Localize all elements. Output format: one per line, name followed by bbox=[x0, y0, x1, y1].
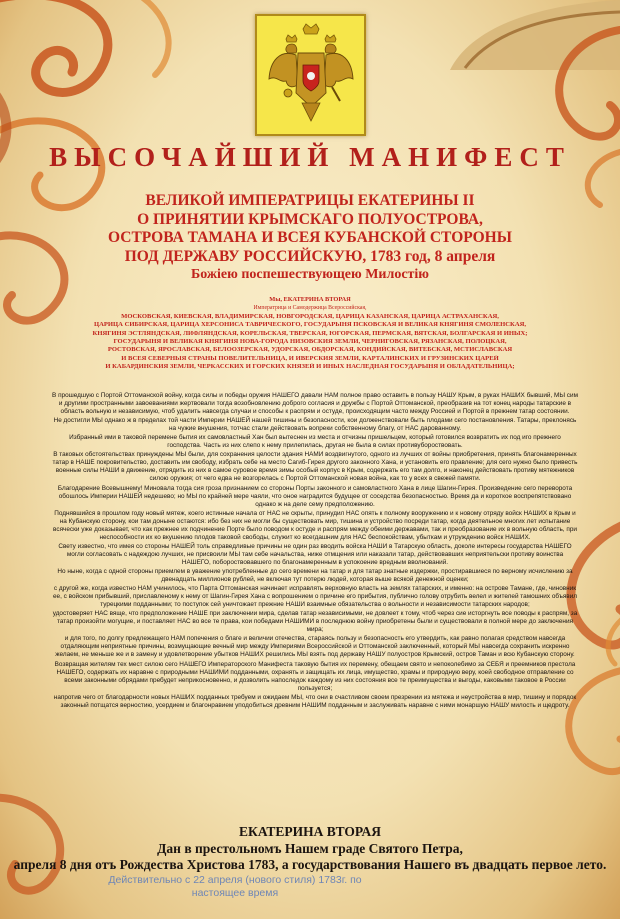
body-paragraph: Свету известно, что имея со стороны НАШЕЙ толь справедливые причины не один раз вводить войска НАШИ в Татарскую область, доколе интересы государства НАШЕГО могли согласовать с надеждою лучших, не присвоили МЫ там себе начальства, ниже отмщения или наказали татар, действовавших неприятельски противу воинства НАШЕГО, побороствовавшего по благонамеренным в успокоение вредным вволнований. bbox=[58, 542, 572, 566]
manifesto-body bbox=[52, 392, 578, 711]
body-paragraph: В таковых обстоятельствах принуждены МЫ были, для сохранения целости здания НАМИ воздвигнутого, одного из лучших от войны приобретения, принять благонамеренных татар в НАШЕ покровительство, доставить им свободу, избрать себе на место Сагиб-Гирея другого законного Хана, и установить его правление; для сего нужно было привесть военные силы НАШИ в движение, отрядить из них в самое суровое время зимы особый корпус в Крым, содержать его там долго, и наконец действовать противу мятежников силою оружия; от чего едва не возгорелась с Портой Оттоманской новая война, как то у всех в свежей памяти. bbox=[52, 451, 578, 483]
titles-line: Императрица и Самодержица Всероссийская, bbox=[253, 305, 367, 312]
body-paragraph: Избранный ими в таковой перемене бытия их самовластный Хан был вытеснен из места и отчизны пришельцем, который готовился возвратить их под иго прежнего господства. Часть из них слепо к нему прилепилась, другая не была в силах противубороствовать. bbox=[69, 434, 561, 450]
body-paragraph: с другой же, когда известно НАМ учинилось, что Парта Оттоманская начинает исправлять верховную власть на землях татарских, и именно: на острове Тамане, где, чиновник ее, с войском прибывший, приславленому к нему от Шагин-Гирея Хана с вопрошением о причине его прибытия, публично голову отрубить велел и жителей тамошних объявил турецкими подданными; то поступок сей уничтожает прежние НАШИ взаимные обязательства о вольности и независимости татарских народов; bbox=[53, 585, 577, 609]
subtitle-line: О ПРИНЯТИИ КРЫМСКАГО ПОЛУОСТРОВА, bbox=[137, 210, 483, 228]
body-paragraph: удостоверяет НАС вяще, что предположение НАШЕ при заключении мира, сделав татар независимыми, не довлеет к тому, чтоб через сие исторгнуть все поводы к распрям, за татар произойти могущие, и поставляет НАС во все те права, кои победами НАШИМИ в последнюю войну приобретены были и существовали в полной мере до заключения мира; bbox=[52, 610, 578, 634]
caption-line: настоящее время bbox=[191, 887, 279, 899]
signature-line: Дан в престольномъ Нашем граде Святого Петра, bbox=[157, 840, 463, 856]
double-headed-eagle-icon bbox=[266, 23, 356, 127]
subtitle-line: ПОД ДЕРЖАВУ РОССИЙСКУЮ, 1783 год, 8 апреля bbox=[124, 247, 496, 265]
titles-line: ЦАРИЦА СИБИРСКАЯ, ЦАРИЦА ХЕРСОНИСА ТАВРИЧЕСКОГО, ГОСУДАРЫНЯ ПСКОВСКАЯ И ВЕЛИКАЯ КНЯГИНЯ СМОЛЕНСКАЯ, bbox=[93, 321, 526, 329]
body-paragraph: и для того, по долгу предлежащего НАМ попечения о благе и величии отечества, стараясь пользу и безопасность его утвердить, как равно полагая средством навсегда отдаляющим неприятные причины, возмущающие вечный мир между Империями Всероссийской и Оттоманской заключенный, который МЫ навсегда сохранить искренно желаем, не меньше же и в замену и удовлетворение убытков НАШИХ решились МЫ взять под державу НАШУ полуостров Крымский, остров Таман и всю Кубанскую сторону. bbox=[55, 635, 575, 659]
subtitle-line: ВЕЛИКОЙ ИМПЕРАТРИЦЫ ЕКАТЕРИНЫ II bbox=[145, 192, 475, 209]
manifesto-subtitle bbox=[60, 192, 560, 285]
body-paragraph: Благодарение Всевышнему! Миновала тогда сия гроза признанием со стороны Порты законного и самовластного Хана в лице Шагин-Гирея. Произведение сего переворота обошлось Империи НАШЕЙ недешево; но МЫ по крайней мере чаяли, что оное наградится будущее от соседства безопасностью. Время да и короткое воспрепятствовано однако ж на деле сему предположению. bbox=[57, 484, 573, 508]
signature-name: ЕКАТЕРИНА ВТОРАЯ bbox=[239, 824, 381, 839]
body-paragraph: В прошедшую с Портой Оттоманской войну, когда силы и победы оружия НАШЕГО давали НАМ полное право оставить в пользу НАШУ Крым, в руках НАШИХ бывший, МЫ сим и другими пространными завоеваниями жертвовали тогда возобновлению доброго согласия и дружбы с Портой Оттоманской, преобразив на тот конец народы татарские в область вольную и независимую, чтоб удалить навсегда случаи и способы к распрям и остуде, происходящим часто между Россией и Портой в прежнем татар состоянии. bbox=[52, 392, 578, 416]
titles-line: КНЯГИНЯ ЭСТЛЯНДСКАЯ, ЛИФЛЯНДСКАЯ, КОРЕЛЬСКАЯ, ТВЕРСКАЯ, ЮГОРСКАЯ, ПЕРМСКАЯ, ВЯТСКАЯ, БОЛГАРСКАЯ И ИНЫХ; bbox=[92, 329, 528, 337]
coat-of-arms bbox=[255, 14, 366, 136]
caption-line: Действительно с 22 апреля (нового стиля) 1783г. по bbox=[108, 874, 362, 886]
body-paragraph: напротив чего от благодарности новых НАШИХ подданных требуем и ожидаем МЫ, что они в счастливом своем презрении из мятежа и неустройства в мир, тишину и порядок законный потщатся верностию, усердием и благонравием уподобиться древним НАШИМ подданным и заслуживать наравне с ними монаршую НАШУ милость и щедроту. bbox=[53, 693, 577, 709]
titles-line: Мы, ЕКАТЕРИНА ВТОРАЯ bbox=[269, 296, 351, 303]
validity-caption bbox=[0, 874, 470, 900]
titles-line: ГОСУДАРЫНЯ И ВЕЛИКАЯ КНЯГИНЯ НОВА-ГОРОДА НИЗОВСКИЯ ЗЕМЛИ, ЧЕРНИГОВСКАЯ, РЯЗАНСКАЯ, ПОЛОЦКАЯ, bbox=[113, 338, 507, 346]
titles-line: РОСТОВСКАЯ, ЯРОСЛАВСКАЯ, БЕЛООЗЕРСКАЯ, УДОРСКАЯ, ОБДОРСКАЯ, КОНДИЙСКАЯ, ВИТЕБСКАЯ, МСТИСЛАВСКАЯ bbox=[107, 346, 513, 354]
parchment-scroll-icon bbox=[430, 0, 620, 70]
titles-line: МОСКОВСКАЯ, КИЕВСКАЯ, ВЛАДИМИРСКАЯ, НОВГОРОДСКАЯ, ЦАРИЦА КАЗАНСКАЯ, ЦАРИЦА АСТРАХАНСКАЯ, bbox=[121, 312, 499, 320]
titles-line: И ВСЕЯ СЕВЕРНЫЯ СТРАНЫ ПОВЕЛИТЕЛЬНИЦА, И ИВЕРСКИЯ ЗЕМЛИ, КАРТАЛИНСКИХ И ГРУЗИНСКИХ ЦАРЕЙ bbox=[121, 354, 499, 362]
body-paragraph: Не достигли МЫ однако ж в пределах той части Империи НАШЕЙ нашей тишины и безопасности, кои долженствовали быть плодами сего постановления. Татары, преклонясь на чужие внушения, тотчас стали действовать вопреки собственному благу, от НАС дарованному. bbox=[53, 417, 577, 433]
signature-block bbox=[0, 824, 620, 874]
body-paragraph: Но ныне, когда с одной стороны приемлем в уважение употребленные до сего времени на татар и для татар знатные издержки, простиравшиеся по верному исчислению за двенадцать миллионов рублей, не включая тут потерю людей, которая выше всякой денежной оценки; bbox=[57, 567, 573, 584]
body-paragraph: Возвращая жителям тех мест силою сего НАШЕГО Императорского Манифеста таковую бытия их перемену, обещаем свято и непоколебимо за СЕБЯ и преемников престола НАШЕГО, содержать их наравне с природными НАШИМИ подданными, охранять и защищать их лица, имущество, храмы и природную веру, коей свободное отправление со всеми законными обрядами пребудет неприкосновенно, и дозволить напоследок каждому из них состояния все те преимущества и выгоды, каковыми таковое в России пользуется; bbox=[54, 660, 576, 692]
subtitle-line: Божiею поспешествующею Милостiю bbox=[190, 267, 430, 282]
manifesto-title: ВЫСОЧАЙШИЙ МАНИФЕСТ bbox=[49, 142, 571, 172]
titles-line: И КАБАРДИНСКИЯ ЗЕМЛИ, ЧЕРКАССКИХ И ГОРСКИХ КНЯЗЕЙ И ИНЫХ НАСЛЕДНАЯ ГОСУДАРЫНЯ И ОБЛАДАТЕЛЬНИЦА; bbox=[105, 363, 515, 371]
signature-line: апреля 8 дня отъ Рождества Христова 1783, а государствования Нашего въ двадцать первое лето. bbox=[13, 857, 607, 872]
subtitle-line: ОСТРОВА ТАМАНА И ВСЕЯ КУБАНСКОЙ СТОРОНЫ bbox=[108, 229, 512, 246]
body-paragraph: Поднявшийся в прошлом году новый мятеж, коего истинные начала от НАС не скрыты, принудил НАС опять к полному вооружению и к новому отряду войск НАШИХ в Крым и на Кубанскую сторону, кои там доныне остаются: ибо без них не могли бы существовать мир, тишина и устройство посреди татар, когда деятельное многих лет испытание всячески уже доказывает, что как прежнее их подчинение Порте было поводом к остуде и распрям между обеими державами, так и преобразование их в вольную область, при неспособности их ко вкушению плодов таковой свободы, служит ко всегдашним для НАС беспокойствам, убыткам и утруждению войск НАШИХ. bbox=[53, 509, 577, 541]
titles-block bbox=[50, 296, 570, 372]
